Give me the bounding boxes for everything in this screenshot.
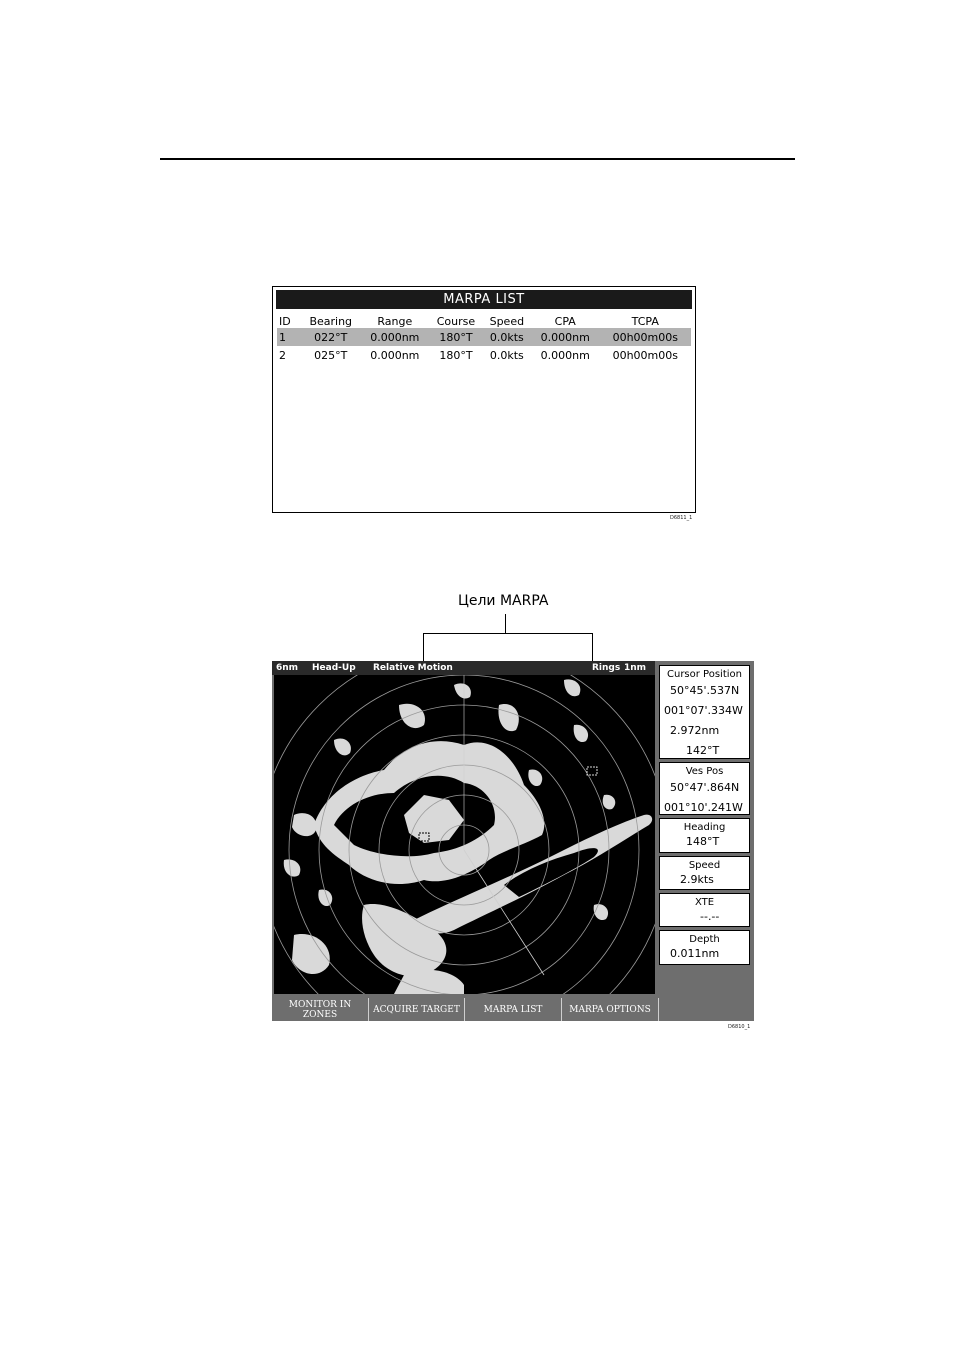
marpa-targets-callout: Цели MARPA <box>458 593 549 609</box>
col-speed-header: Speed <box>489 315 525 328</box>
speed-label: Speed <box>688 860 721 871</box>
motion-mode: Relative Motion <box>373 663 453 673</box>
speed-value: 2.9kts <box>680 873 714 886</box>
figure-code-marpa: D6811_1 <box>670 515 693 521</box>
cell-speed: 0.0kts <box>489 348 524 362</box>
cell-id: 1 <box>277 328 301 346</box>
col-cpa-header: CPA <box>554 315 576 328</box>
depth-value: 0.011nm <box>670 947 720 960</box>
speed-box <box>659 856 750 890</box>
cell-speed: 0.0kts <box>483 328 531 346</box>
heading-label: Heading <box>683 822 726 833</box>
rings-value: 1nm <box>624 663 647 673</box>
cell-id: 2 <box>279 348 286 362</box>
col-course-header: Course <box>436 315 476 328</box>
cell-cpa: 0.000nm <box>531 328 600 346</box>
heading-value: 148°T <box>686 835 720 848</box>
monitor-in-zones-button[interactable]: MONITOR IN ZONES <box>272 998 369 1021</box>
range-scale[interactable]: 6nm <box>276 663 299 673</box>
cell-tcpa: 00h00m00s <box>600 328 691 346</box>
cursor-lat: 50°45'.537N <box>670 684 740 697</box>
xte-value: --.-- <box>700 910 720 923</box>
cursor-lon: 001°07'.334W <box>664 704 743 717</box>
rings-label: Rings <box>592 663 621 673</box>
callout-left-leg <box>423 633 424 662</box>
radar-picture[interactable] <box>274 675 655 994</box>
softkey-empty[interactable] <box>659 998 754 1021</box>
xte-label: XTE <box>694 897 715 908</box>
ves-lat: 50°47'.864N <box>670 781 740 794</box>
callout-stem <box>505 614 506 634</box>
callout-right-leg <box>592 633 593 662</box>
radar-echo-image <box>274 675 655 994</box>
callout-bracket <box>423 633 593 634</box>
marpa-list-title: MARPA LIST <box>276 290 692 309</box>
header-rule <box>160 158 795 160</box>
col-bearing-header: Bearing <box>309 315 353 328</box>
depth-box <box>659 930 750 965</box>
cell-range: 0.000nm <box>370 348 420 362</box>
figure-code-radar: D6810_1 <box>728 1024 751 1030</box>
marpa-list-window <box>272 286 696 513</box>
depth-label: Depth <box>689 934 720 945</box>
cell-cpa: 0.000nm <box>540 348 590 362</box>
cell-course: 180°T <box>429 328 483 346</box>
marpa-table <box>277 313 691 364</box>
col-range-header: Range <box>377 315 413 328</box>
cursor-bearing: 142°T <box>686 744 720 757</box>
marpa-table-header <box>277 313 691 328</box>
table-row[interactable] <box>277 328 691 346</box>
ves-pos-box <box>659 762 750 815</box>
cell-course: 180°T <box>439 348 473 362</box>
orientation-mode: Head-Up <box>312 663 356 673</box>
cell-bearing: 022°T <box>301 328 360 346</box>
heading-box <box>659 818 750 853</box>
acquire-target-button[interactable]: ACQUIRE TARGET <box>369 998 465 1021</box>
col-tcpa-header: TCPA <box>631 315 659 328</box>
ves-pos-label: Ves Pos <box>685 766 724 777</box>
radar-status-bar <box>272 661 655 675</box>
cursor-position-box <box>659 665 750 759</box>
cursor-position-label: Cursor Position <box>667 669 742 680</box>
cursor-range: 2.972nm <box>670 724 720 737</box>
xte-box <box>659 893 750 927</box>
cell-range: 0.000nm <box>360 328 429 346</box>
softkey-bar <box>272 998 754 1021</box>
ves-lon: 001°10'.241W <box>664 801 743 814</box>
cell-bearing: 025°T <box>314 348 348 362</box>
marpa-list-button[interactable]: MARPA LIST <box>465 998 562 1021</box>
table-row[interactable] <box>277 346 691 364</box>
col-id-header: ID <box>279 315 291 328</box>
cell-tcpa: 00h00m00s <box>612 348 678 362</box>
marpa-options-button[interactable]: MARPA OPTIONS <box>562 998 659 1021</box>
